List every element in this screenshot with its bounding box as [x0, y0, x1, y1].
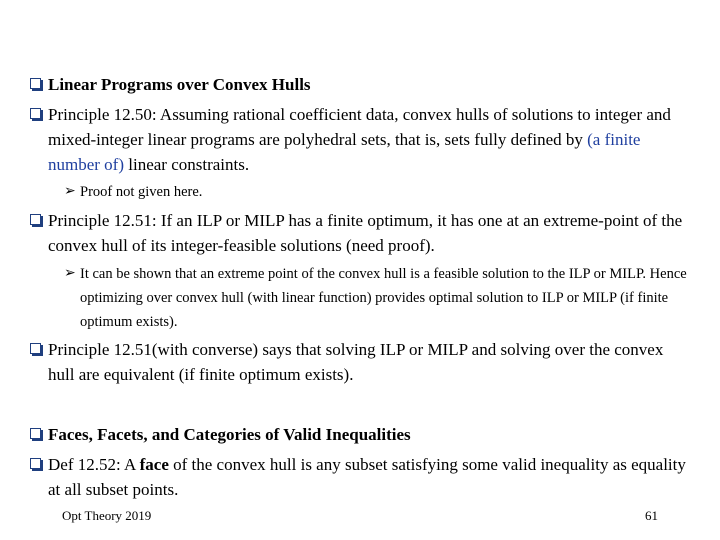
def-prefix: Def 12.52: A [48, 455, 140, 474]
finite-number-highlight: (a finite number of) [48, 130, 641, 174]
checkbox-bullet-icon [30, 428, 41, 439]
bullet-principle-converse [30, 337, 690, 387]
sub-bullet-extreme-point [64, 262, 694, 334]
arrow-bullet-icon: ➢ [64, 184, 76, 199]
principle-converse-text: Principle 12.51(with converse) says that solving ILP or MILP and solving over the convex hull are equivalent (if finite optimum exists). [48, 340, 664, 384]
proof-text: Proof not given here. [80, 184, 203, 200]
heading-text: Linear Programs over Convex Hulls [48, 75, 311, 94]
bullet-linear-programs-heading [30, 72, 690, 97]
principle-12-51-text: Principle 12.51: If an ILP or MILP has a finite optimum, it has one at an extreme-point of the convex hull of its integer-feasible solutions (need proof). [48, 211, 683, 255]
bullet-principle-12-51 [30, 208, 690, 258]
principle-12-50-suffix: linear constraints. [124, 155, 250, 174]
def-suffix: of the convex hull is any subset satisfying some valid inequality as equality at all subset points. [48, 455, 686, 499]
footer-course-title: Opt Theory 2019 [62, 508, 152, 523]
footer-page-number: 61 [645, 508, 658, 523]
principle-12-50-text [30, 102, 690, 177]
checkbox-bullet-icon [30, 108, 41, 119]
sub-bullet-proof [64, 180, 694, 204]
extreme-point-text: It can be shown that an extreme point of the convex hull is a feasible solution to the ILP or MILP. Hence optimizing over convex hull (with linear function) provides optimal solution to ILP or MILP (if finite optimum exists). [80, 266, 687, 330]
bullet-principle-12-50 [30, 102, 690, 177]
def-12-52-text [30, 452, 690, 502]
principle-12-50-prefix: Principle 12.50: Assuming rational coefficient data, convex hulls of solutions to integer and mixed-integer linear programs are polyhedral sets, that is, sets fully defined by [48, 105, 671, 149]
checkbox-bullet-icon [30, 458, 41, 469]
faces-heading-text: Faces, Facets, and Categories of Valid Inequalities [48, 425, 411, 444]
checkbox-bullet-icon [30, 214, 41, 225]
arrow-bullet-icon: ➢ [64, 266, 76, 281]
bullet-def-12-52 [30, 452, 690, 502]
checkbox-bullet-icon [30, 343, 41, 354]
face-term: face [139, 455, 169, 474]
bullet-faces-heading [30, 422, 690, 447]
checkbox-bullet-icon [30, 78, 41, 89]
